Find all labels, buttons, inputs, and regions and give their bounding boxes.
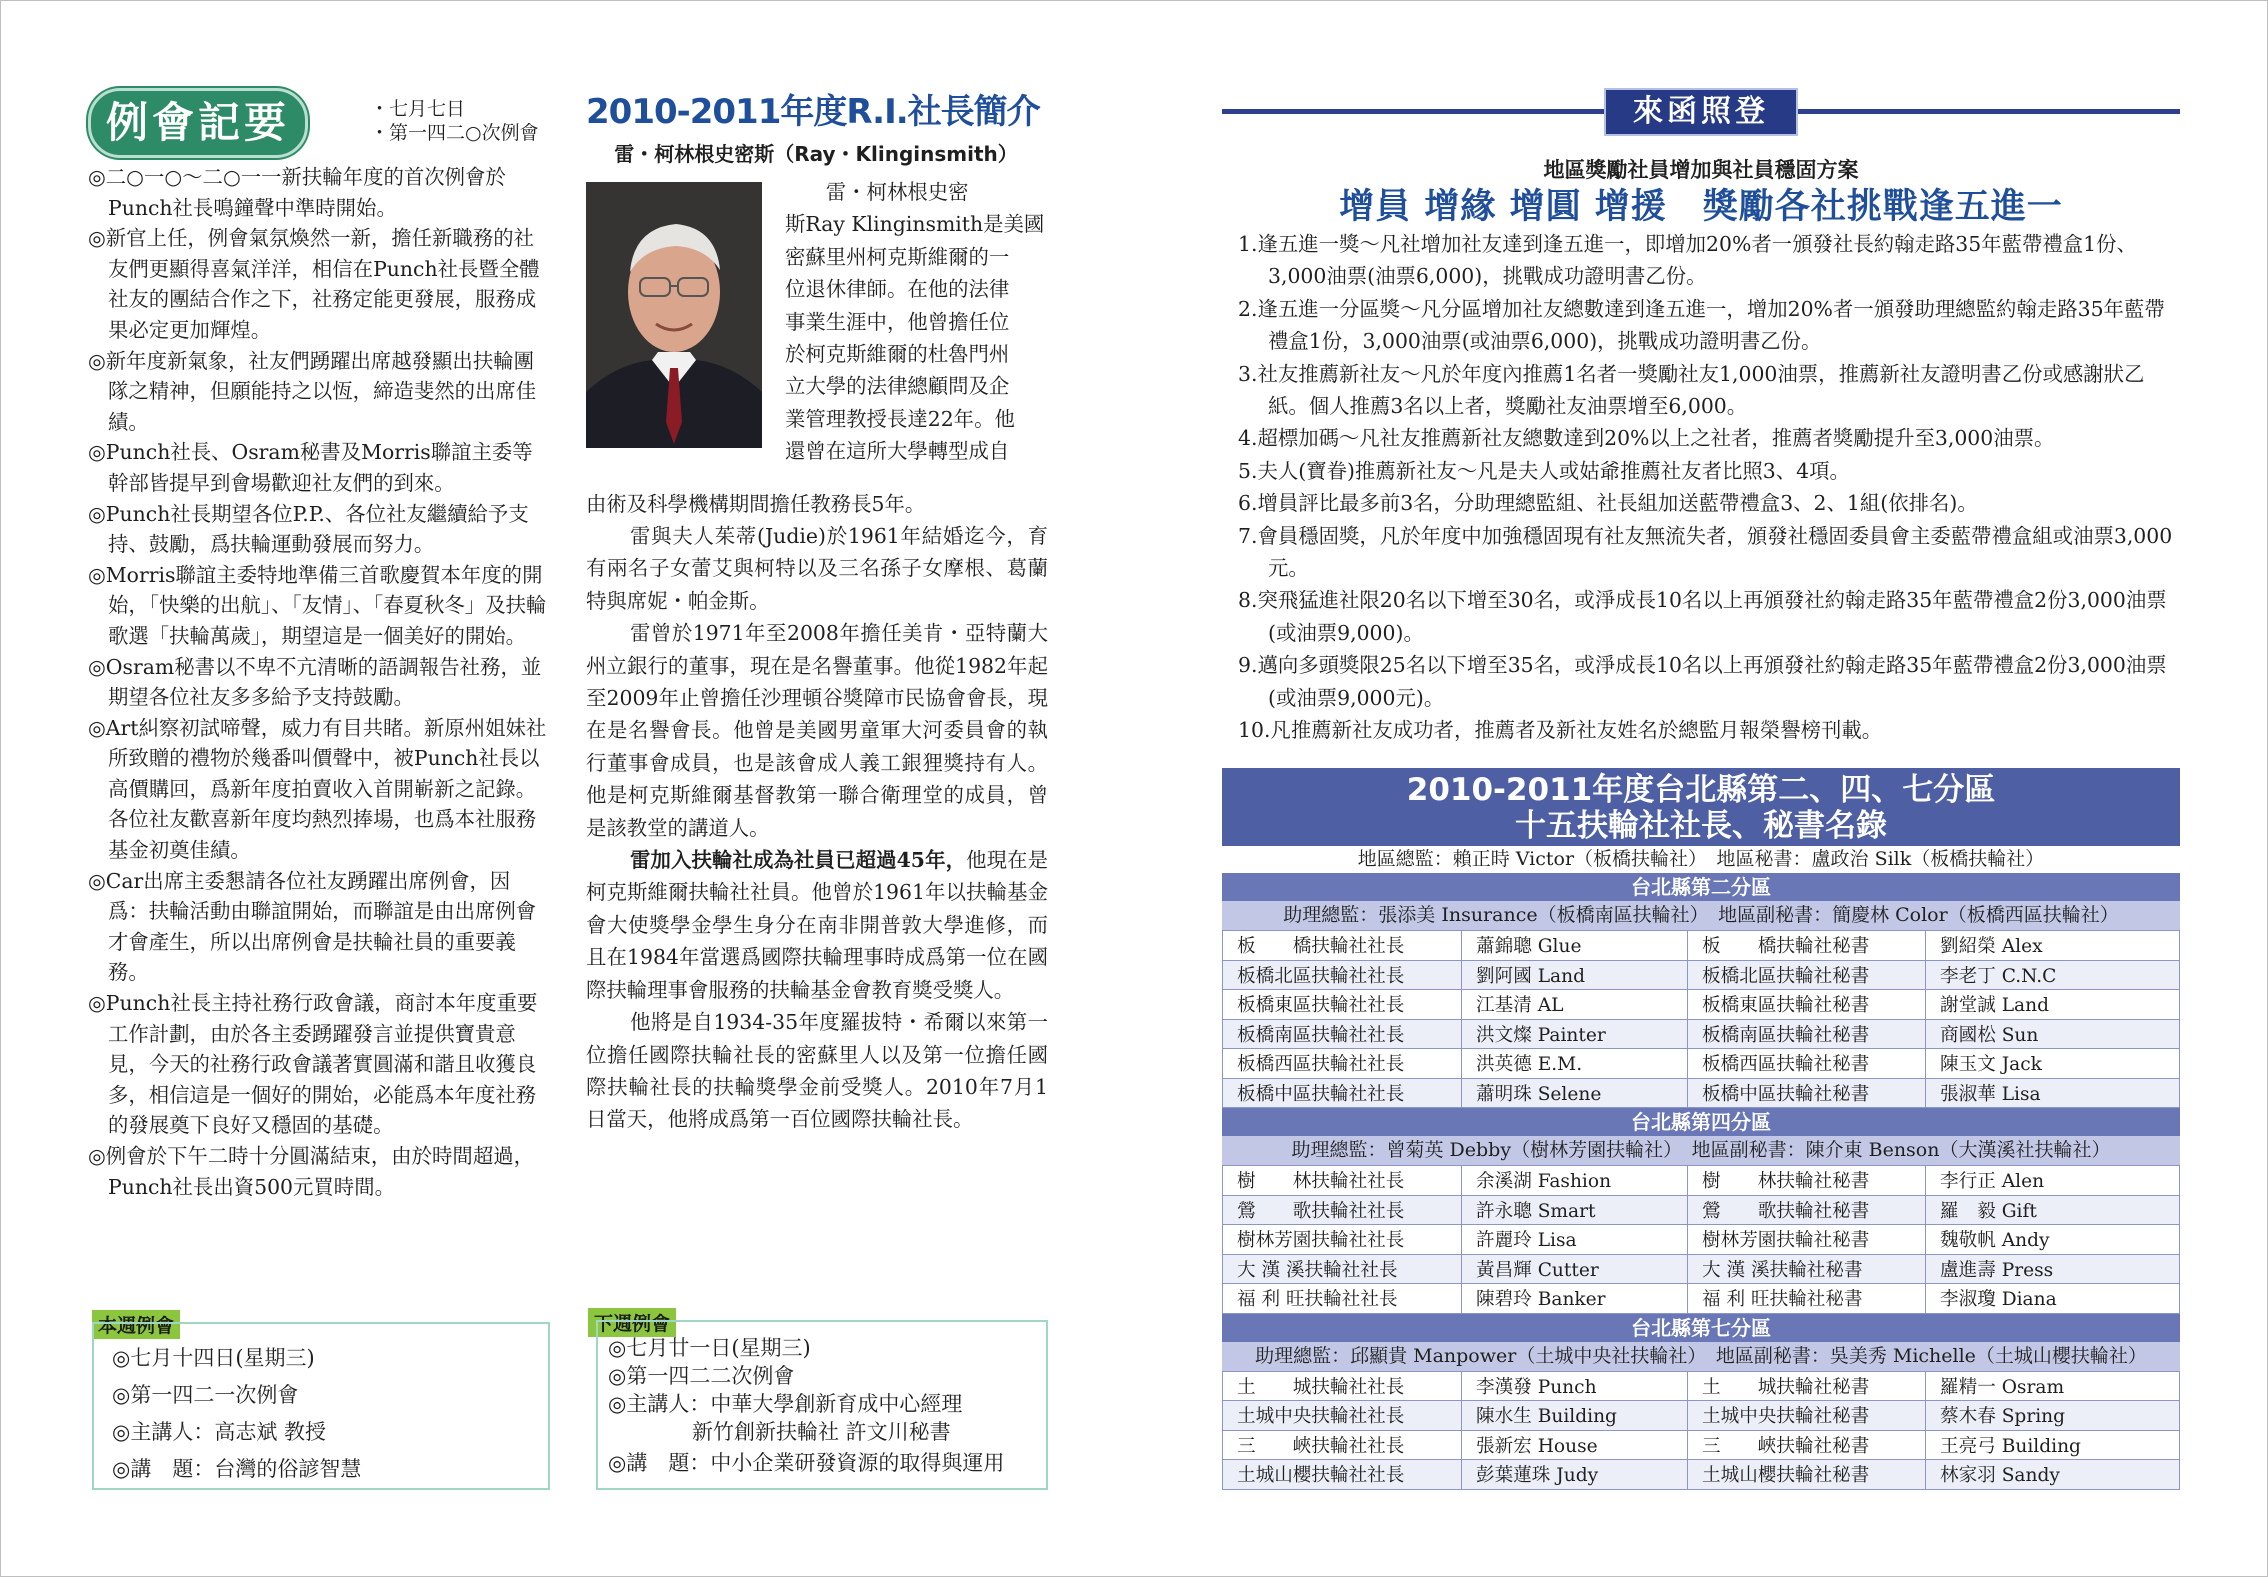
- table-cell: 王亮弓 Building: [1926, 1430, 2180, 1460]
- section-assistants: 助理總監：曾菊英 Debby（樹林芳園扶輪社） 地區副秘書：陳介東 Benson（大漢溪社扶輪社）: [1222, 1136, 2180, 1165]
- next-week-line: ◎講 題：中小企業研發資源的取得與運用: [608, 1451, 1005, 1475]
- table-cell: 板橋東區扶輪社秘書: [1688, 990, 1926, 1020]
- table-cell: 黃昌輝 Cutter: [1462, 1254, 1688, 1284]
- table-cell: 許永聰 Smart: [1462, 1195, 1688, 1225]
- president-bio-intro: [785, 176, 1047, 468]
- this-week-line: ◎第一四二一次例會: [112, 1383, 299, 1407]
- roster-table: [1222, 768, 2180, 1490]
- table-cell: 張新宏 House: [1462, 1430, 1688, 1460]
- table-cell: 板 橋扶輪社社長: [1223, 931, 1462, 961]
- next-week-line: ◎第一四二二次例會: [608, 1364, 795, 1388]
- table-cell: 土城山櫻扶輪社秘書: [1688, 1460, 1926, 1490]
- minutes-item: ◎新官上任，例會氣氛煥然一新，擔任新職務的社友們更顯得喜氣洋洋，相信在Punch社長暨全體社友的團結合作之下，社務定能更發展，服務成果必定更加輝煌。: [88, 226, 540, 342]
- next-week-line: 新竹創新扶輪社 許文川秘書: [608, 1420, 951, 1444]
- bio-text: 他現在是柯克斯維爾扶輪社社員。他曾於1961年以扶輪基金會大使獎學金學生身分在南非開普敦大學進修，而且在1984年當選爲國際扶輪理事時成爲第一位在國際扶輪理事會服務的扶輪基金會教育獎受獎人。: [586, 848, 1049, 1002]
- president-bio-body: [586, 520, 1048, 1136]
- table-cell: 劉紹榮 Alex: [1926, 931, 2180, 961]
- rule-item: 5.夫人(寶眷)推薦新社友～凡是夫人或姑爺推薦社友者比照3、4項。: [1238, 458, 1850, 483]
- section-assistants: 助理總監：邱顯貴 Manpower（土城中央社扶輪社） 地區副秘書：吳美秀 Michelle（土城山櫻扶輪社）: [1222, 1342, 2180, 1371]
- section-header: 台北縣第四分區: [1222, 1108, 2180, 1136]
- table-row: [1223, 1078, 2180, 1108]
- table-cell: 彭葉蓮珠 Judy: [1462, 1460, 1688, 1490]
- minutes-item: ◎二○一○～二○一一新扶輪年度的首次例會於Punch社長鳴鐘聲中準時開始。: [88, 165, 506, 220]
- bio-paragraph: 雷與夫人茱蒂(Judie)於1961年結婚迄今，育有兩名子女蕾艾與柯特以及三名孫子女摩根、葛蘭特與席妮・帕金斯。: [586, 524, 1048, 613]
- bio-line: 立大學的法律總顧問及企: [785, 374, 1010, 399]
- table-cell: 土城中央扶輪社社長: [1223, 1401, 1462, 1431]
- bio-line: 業管理教授長達22年。他: [785, 406, 1015, 431]
- table-row: [1223, 1166, 2180, 1196]
- minutes-item: ◎例會於下午二時十分圓滿結束，由於時間超過，Punch社長出資500元買時間。: [88, 1144, 534, 1199]
- table-cell: 羅精一 Osram: [1926, 1371, 2180, 1401]
- roster-governors: 地區總監：賴正時 Victor（板橋扶輪社） 地區秘書：盧政治 Silk（板橋扶輪社）: [1222, 846, 2180, 873]
- bio-line: 還曾在這所大學轉型成自: [785, 439, 1010, 464]
- table-cell: 李漢發 Punch: [1462, 1371, 1688, 1401]
- table-cell: 陳玉文 Jack: [1926, 1049, 2180, 1079]
- rule-item: 9.邁向多頭獎限25名以下增至35名，或淨成長10名以上再頒發社約翰走路35年藍帶禮盒2份3,000油票(或油票9,000元)。: [1238, 653, 2167, 710]
- table-cell: 樹林芳園扶輪社秘書: [1688, 1225, 1926, 1255]
- table-cell: 鶯 歌扶輪社秘書: [1688, 1195, 1926, 1225]
- table-cell: 大 漢 溪扶輪社秘書: [1688, 1254, 1926, 1284]
- table-cell: 洪文燦 Painter: [1462, 1019, 1688, 1049]
- minutes-item: ◎Punch社長主持社務行政會議，商討本年度重要工作計劃，由於各主委踴躍發言並提供寶貴意見，今天的社務行政會議著實圓滿和諧且收獲良多，相信這是一個好的開始，必能爲本年度社務的發展奠下良好又穩固的基礎。: [88, 991, 538, 1138]
- rule-item: 1.逢五進一獎～凡社增加社友達到逢五進一，即增加20%者一頒發社長約翰走路35年藍帶禮盒1份、3,000油票(油票6,000)，挑戰成功證明書乙份。: [1238, 232, 2137, 289]
- table-cell: 張淑華 Lisa: [1926, 1078, 2180, 1108]
- table-cell: 商國松 Sun: [1926, 1019, 2180, 1049]
- this-week-box: [92, 1322, 550, 1490]
- table-cell: 李行正 Alen: [1926, 1166, 2180, 1196]
- section-table: [1222, 1165, 2180, 1314]
- minutes-item: ◎Osram秘書以不卑不亢清晰的語調報告社務，並期望各位社友多多給予支持鼓勵。: [88, 654, 542, 710]
- rule-item: 6.增員評比最多前3名，分助理總監組、社長組加送藍帶禮盒3、2、1組(依排名)。: [1238, 491, 1978, 516]
- table-cell: 魏敬帆 Andy: [1926, 1225, 2180, 1255]
- table-row: [1223, 1284, 2180, 1314]
- minutes-item: ◎Art糾察初試啼聲，威力有目共睹。新原州姐妹社所致贈的禮物於幾番叫價聲中，被Punch社長以高價購回，爲新年度拍賣收入首開嶄新之記錄。各位社友歡喜新年度均熱烈捧場，也爲本社服務基金初奠佳績。: [88, 715, 547, 863]
- table-cell: 余溪湖 Fashion: [1462, 1166, 1688, 1196]
- table-cell: 樹林芳園扶輪社社長: [1223, 1225, 1462, 1255]
- minutes-item: ◎Punch社長期望各位P.P.、各位社友繼續給予支持、鼓勵，爲扶輪運動發展而努力。: [88, 501, 529, 557]
- roster-title-line: 2010-2011年度台北縣第二、四、七分區: [1406, 772, 1996, 808]
- table-cell: 板橋北區扶輪社秘書: [1688, 960, 1926, 990]
- section-header: 台北縣第七分區: [1222, 1314, 2180, 1342]
- table-cell: 板 橋扶輪社秘書: [1688, 931, 1926, 961]
- next-week-title: 下週例會: [588, 1308, 676, 1337]
- table-row: [1223, 1195, 2180, 1225]
- program-headline: 增員 增緣 增圓 增援 獎勵各社挑戰逢五進一: [1339, 187, 2063, 227]
- this-week-line: ◎講 題：台灣的俗諺智慧: [112, 1457, 362, 1481]
- rule-item: 10.凡推薦新社友成功者，推薦者及新社友姓名於總監月報榮譽榜刊載。: [1238, 718, 1883, 743]
- table-row: [1223, 1460, 2180, 1490]
- table-row: [1223, 960, 2180, 990]
- table-cell: 江基清 AL: [1462, 990, 1688, 1020]
- rule-item: 2.逢五進一分區獎～凡分區增加社友總數達到逢五進一，增加20%者一頒發助理總監約翰走路35年藍帶禮盒1份，3,000油票(或油票6,000)，挑戰成功證明書乙份。: [1238, 296, 2165, 354]
- meeting-date: ・七月七日: [370, 98, 466, 120]
- table-cell: 謝堂誠 Land: [1926, 990, 2180, 1020]
- table-cell: 大 漢 溪扶輪社社長: [1223, 1254, 1462, 1284]
- table-cell: 樹 林扶輪社社長: [1223, 1166, 1462, 1196]
- bio-highlight: 雷加入扶輪社成為社員已超過45年，: [630, 848, 967, 873]
- bio-line: 位退休律師。在他的法律: [785, 277, 1010, 302]
- table-cell: 李老丁 C.N.C: [1926, 960, 2180, 990]
- this-week-title: 本週例會: [92, 1310, 180, 1339]
- table-cell: 福 利 旺扶輪社秘書: [1688, 1284, 1926, 1314]
- table-row: [1223, 990, 2180, 1020]
- president-portrait: [586, 182, 762, 448]
- president-title: 2010-2011年度R.I.社長簡介: [586, 92, 1040, 132]
- table-cell: 三 峽扶輪社秘書: [1688, 1430, 1926, 1460]
- this-week-line: ◎七月十四日(星期三): [112, 1346, 315, 1370]
- award-rules: [1222, 228, 2184, 747]
- meeting-number: ・第一四二○次例會: [370, 122, 539, 144]
- table-cell: 劉阿國 Land: [1462, 960, 1688, 990]
- section-header: 台北縣第二分區: [1222, 873, 2180, 901]
- rule-item: 7.會員穩固獎，凡於年度中加強穩固現有社友無流失者，頒發社穩固委員會主委藍帶禮盒組或油票3,000元。: [1238, 523, 2173, 581]
- table-cell: 板橋西區扶輪社社長: [1223, 1049, 1462, 1079]
- table-cell: 板橋南區扶輪社秘書: [1688, 1019, 1926, 1049]
- table-cell: 蕭錦聰 Glue: [1462, 931, 1688, 961]
- minutes-item: ◎新年度新氣象，社友們踴躍出席越發顯出扶輪團隊之精神，但願能持之以恆，締造斐然的出席佳績。: [88, 348, 537, 434]
- section-table: [1222, 1371, 2180, 1490]
- table-row: [1223, 1254, 2180, 1284]
- table-row: [1223, 1371, 2180, 1401]
- bio-line: 密蘇里州柯克斯維爾的一: [785, 244, 1010, 269]
- table-cell: 羅 毅 Gift: [1926, 1195, 2180, 1225]
- section-assistants: 助理總監：張添美 Insurance（板橋南區扶輪社） 地區副秘書：簡慶林 Color（板橋西區扶輪社）: [1222, 901, 2180, 930]
- roster-title: [1222, 768, 2180, 846]
- bio-paragraph: 他將是自1934-35年度羅拔特・希爾以來第一位擔任國際扶輪社長的密蘇里人以及第一位擔任國際扶輪社長的扶輪獎學金前受獎人。2010年7月1日當天，他將成爲第一百位國際扶輪社長。: [586, 1010, 1048, 1132]
- minutes-item: ◎Punch社長、Osram秘書及Morris聯誼主委等幹部皆提早到會場歡迎社友們的到來。: [88, 440, 533, 495]
- rule-item: 3.社友推薦新社友～凡於年度內推薦1名者一獎勵社友1,000油票，推薦新社友證明書乙份或感謝狀乙紙。個人推薦3名以上者，獎勵社友油票增至6,000。: [1238, 361, 2145, 419]
- table-cell: 板橋中區扶輪社秘書: [1688, 1078, 1926, 1108]
- table-cell: 鶯 歌扶輪社社長: [1223, 1195, 1462, 1225]
- minutes-item: ◎Car出席主委懇請各位社友踴躍出席例會，因爲：扶輪活動由聯誼開始，而聯誼是由出席例會才會產生，所以出席例會是扶輪社員的重要義務。: [88, 868, 537, 985]
- table-cell: 三 峽扶輪社社長: [1223, 1430, 1462, 1460]
- table-cell: 蔡木春 Spring: [1926, 1401, 2180, 1431]
- table-cell: 土 城扶輪社社長: [1223, 1371, 1462, 1401]
- table-row: [1223, 1049, 2180, 1079]
- table-cell: 陳水生 Building: [1462, 1401, 1688, 1431]
- table-cell: 樹 林扶輪社秘書: [1688, 1166, 1926, 1196]
- roster-title-line: 十五扶輪社社長、秘書名錄: [1515, 808, 1887, 844]
- table-cell: 福 利 旺扶輪社社長: [1223, 1284, 1462, 1314]
- this-week-line: ◎主講人：高志斌 教授: [112, 1420, 326, 1444]
- table-row: [1223, 1225, 2180, 1255]
- rule-item: 4.超標加碼～凡社友推薦新社友總數達到20%以上之社者，推薦者獎勵提升至3,000油票。: [1238, 426, 2055, 451]
- table-cell: 盧進壽 Press: [1926, 1254, 2180, 1284]
- president-name: 雷・柯林根史密斯（Ray・Klinginsmith）: [614, 142, 1018, 166]
- minutes-item: ◎Morris聯誼主委特地準備三首歌慶賀本年度的開始，「快樂的出航」、「友情」、「春夏秋冬」及扶輪歌選「扶輪萬歲」，期望這是一個美好的開始。: [88, 562, 547, 648]
- table-cell: 許麗玲 Lisa: [1462, 1225, 1688, 1255]
- rule-item: 8.突飛猛進社限20名以下增至30名，或淨成長10名以上再頒發社約翰走路35年藍帶禮盒2份3,000油票(或油票9,000)。: [1238, 588, 2167, 645]
- minutes-badge-label: 例會記要: [105, 98, 290, 147]
- letters-badge: [1604, 88, 1798, 136]
- next-week-line: ◎主講人：中華大學創新育成中心經理: [608, 1392, 963, 1416]
- bio-paragraph: [586, 844, 1048, 1006]
- table-cell: 板橋中區扶輪社社長: [1223, 1078, 1462, 1108]
- table-cell: 板橋西區扶輪社秘書: [1688, 1049, 1926, 1079]
- table-cell: 陳碧玲 Banker: [1462, 1284, 1688, 1314]
- program-subtitle: 地區獎勵社員增加與社員穩固方案: [1543, 158, 1859, 182]
- section-table: [1222, 930, 2180, 1108]
- table-cell: 李淑瓊 Diana: [1926, 1284, 2180, 1314]
- table-cell: 土城中央扶輪社秘書: [1688, 1401, 1926, 1431]
- table-cell: 林家羽 Sandy: [1926, 1460, 2180, 1490]
- bio-line: 於柯克斯維爾的杜魯門州: [785, 342, 1010, 367]
- table-cell: 板橋北區扶輪社社長: [1223, 960, 1462, 990]
- bio-paragraph: 雷曾於1971年至2008年擔任美肯・亞特蘭大州立銀行的董事，現在是名譽董事。他從1982年起至2009年止曾擔任沙理頓谷獎障市民協會會長，現在是名譽會長。他曾是美國男童軍大河委員會的執行董事會成員，也是該會成人義工銀狸獎持有人。他是柯克斯維爾基督教第一聯合衛理堂的成員，曾是該教堂的講道人。: [586, 621, 1048, 840]
- next-week-box: [596, 1320, 1048, 1490]
- table-row: [1223, 1401, 2180, 1431]
- table-row: [1223, 1430, 2180, 1460]
- table-cell: 洪英德 E.M.: [1462, 1049, 1688, 1079]
- minutes-badge: [88, 88, 308, 158]
- bio-line: 雷・柯林根史密: [785, 180, 969, 204]
- table-cell: 土城山櫻扶輪社社長: [1223, 1460, 1462, 1490]
- next-week-line: ◎七月廿一日(星期三): [608, 1336, 811, 1360]
- table-cell: 板橋南區扶輪社社長: [1223, 1019, 1462, 1049]
- table-row: [1223, 1019, 2180, 1049]
- table-cell: 板橋東區扶輪社社長: [1223, 990, 1462, 1020]
- bio-line: 斯Ray Klinginsmith是美國: [785, 212, 1045, 237]
- table-cell: 土 城扶輪社秘書: [1688, 1371, 1926, 1401]
- bio-line: 事業生涯中，他曾擔任位: [785, 309, 1010, 334]
- table-row: [1223, 931, 2180, 961]
- letters-badge-label: 來函照登: [1633, 94, 1769, 129]
- table-cell: 蕭明珠 Selene: [1462, 1078, 1688, 1108]
- minutes-list: [88, 162, 550, 1202]
- bio-line: 由術及科學機構期間擔任教務長5年。: [586, 492, 926, 516]
